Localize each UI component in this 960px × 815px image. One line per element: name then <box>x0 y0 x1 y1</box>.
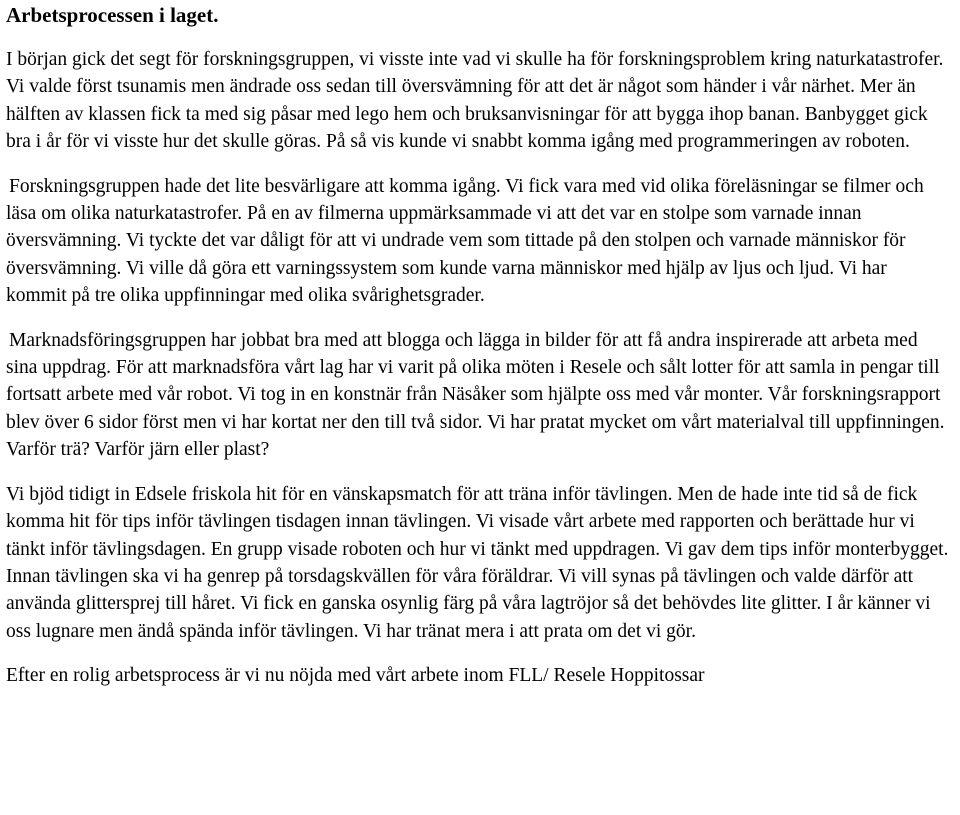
paragraph-marketing-group: Marknadsföringsgruppen har jobbat bra med att blogga och lägga in bilder för att få andra inspirerade att arbeta med sina uppdrag. För att marknadsföra vårt lag har vi varit på olika möten i Resele och sålt lotter för att samla in pengar till fortsatt arbete med vår robot. Vi tog in en konstnär från Näsåker som hjälpte oss med vår monter. Vår forskningsrapport blev över 6 sidor först men vi har kortat ner den till två sidor. Vi har pratat mycket om vårt materialval till uppfinningen. Varför trä? Varför järn eller plast? <box>6 329 945 461</box>
paragraph-conclusion: Efter en rolig arbetsprocess är vi nu nöjda med vårt arbete inom FLL/ Resele Hoppitossar <box>6 665 705 687</box>
paragraph-friendly-match: Vi bjöd tidigt in Edsele friskola hit för en vänskapsmatch för att träna inför tävlingen. Men de hade inte tid så de fick komma hit för tips inför tävlingen tisdagen innan tävlingen. Vi visade vårt arbete med rapporten och berättade hur vi tänkt inför tävlingsdagen. En grupp visade roboten och hur vi tänkt med uppdragen. Vi gav dem tips inför monterbygget. Innan tävlingen ska vi ha genrep på torsdagskvällen för våra föräldrar. Vi vill synas på tävlingen och valde därför att använda glittersprej till håret. Vi fick en ganska osynlig färg på våra lagtröjor så det behövdes lite glitter. I år känner vi oss lugnare men ändå spända inför tävlingen. Vi har tränat mera i att prata om det vi gör. <box>6 483 949 642</box>
paragraph-research-group: Forskningsgruppen hade det lite besvärligare att komma igång. Vi fick vara med vid olika föreläsningar se filmer och läsa om olika naturkatastrofer. På en av filmerna uppmärksammade vi att det var en stolpe som varnade innan översvämning. Vi tyckte det var dåligt för att vi undrade vem som tittade på den stolpen och varnade människor för översvämning. Vi ville då göra ett varningssystem som kunde varna människor med hjälp av ljus och ljud. Vi har kommit på tre olika uppfinningar med olika svårighetsgrader. <box>6 175 924 307</box>
paragraph-research-start: I början gick det segt för forskningsgruppen, vi visste inte vad vi skulle ha för forskningsproblem kring naturkatastrofer. Vi valde först tsunamis men ändrade oss sedan till översvämning för att det är något som händer i vår närhet. Mer än hälften av klassen fick ta med sig påsar med lego hem och bruksanvisningar för att bygga ihop banan. Banbygget gick bra i år för vi visste hur det skulle göras. På så vis kunde vi snabbt komma igång med programmeringen av roboten. <box>6 49 944 153</box>
document-title: Arbetsprocessen i laget. <box>6 3 219 27</box>
